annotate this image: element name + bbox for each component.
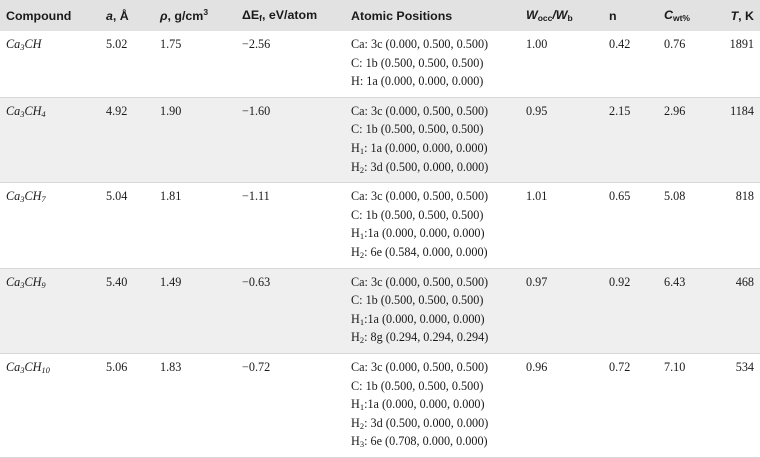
density-cell: 1.83	[160, 359, 182, 374]
table-row	[0, 183, 760, 268]
temperature-cell: 1184	[714, 97, 760, 182]
density-cell: 1.90	[154, 97, 236, 182]
formation-energy-cell: −1.11	[242, 189, 270, 204]
atomic-positions-cell	[345, 353, 520, 457]
temperature-cell: 468	[714, 268, 760, 353]
temperature-cell: 818	[735, 189, 754, 204]
w-ratio-cell: 0.97	[520, 268, 603, 353]
c-wt-cell: 5.08	[664, 189, 686, 204]
formation-energy-cell: −2.56	[242, 37, 271, 51]
header-n: n	[609, 8, 617, 23]
atomic-positions-cell	[345, 268, 520, 353]
header-lattice: a, Å	[106, 8, 129, 23]
atomic-position-line: $H_2$: 3d (0.500, 0.000, 0.000)	[351, 159, 489, 175]
header-c-wt: $C_{wt\%}$	[664, 8, 690, 23]
atomic-position-line: Ca: 3c (0.000, 0.500, 0.500)	[351, 189, 489, 204]
atomic-position-line: Ca: 3c (0.000, 0.500, 0.500)	[351, 103, 489, 118]
atomic-position-line: C: 1b (0.500, 0.500, 0.500)	[351, 207, 484, 222]
atomic-position-line: C: 1b (0.500, 0.500, 0.500)	[351, 293, 484, 308]
compound-cell: $Ca_3CH_9$	[0, 268, 100, 353]
atomic-position-line: Ca: 3c (0.000, 0.500, 0.500)	[351, 359, 489, 374]
lattice-cell: 5.04	[106, 189, 128, 204]
c-wt-cell: 6.43	[658, 268, 714, 353]
lattice-cell: 5.06	[106, 359, 128, 374]
temperature-cell: 534	[735, 359, 754, 374]
atomic-position-line: $H_1:1a$ (0.000, 0.000, 0.000)	[351, 226, 485, 242]
density-cell: 1.49	[154, 268, 236, 353]
temperature-cell: 1891	[729, 37, 754, 51]
atomic-position-line: $H_1$: 1a (0.000, 0.000, 0.000)	[351, 140, 488, 156]
density-cell: 1.81	[160, 189, 182, 204]
table-row	[0, 97, 760, 182]
atomic-position-line: $H_3$: 6e (0.708, 0.000, 0.000)	[351, 434, 488, 450]
table-row	[0, 31, 760, 97]
atomic-position-line: C: 1b (0.500, 0.500, 0.500)	[351, 55, 484, 70]
table-row	[0, 268, 760, 353]
w-ratio-cell: 1.01	[526, 189, 548, 204]
header-temperature: T, K	[730, 8, 754, 23]
header-w-ratio: $W_{occ}/W_b$	[526, 8, 573, 23]
lattice-cell: 5.02	[106, 37, 128, 51]
n-cell: 0.65	[609, 189, 631, 204]
header-atomic-positions: Atomic Positions	[351, 8, 453, 23]
table-body	[0, 31, 760, 457]
atomic-positions-cell	[345, 31, 520, 97]
compound-cell: $Ca_3CH$	[6, 37, 42, 52]
n-cell: 0.42	[609, 37, 631, 51]
atomic-position-line: C: 1b (0.500, 0.500, 0.500)	[351, 122, 484, 137]
formation-energy-cell: −0.72	[242, 359, 271, 374]
atomic-position-line: Ca: 3c (0.000, 0.500, 0.500)	[351, 274, 489, 289]
table-header-row	[0, 0, 760, 31]
header-compound: Compound	[6, 8, 72, 23]
atomic-position-line: $H_1:1a$ (0.000, 0.000, 0.000)	[351, 397, 485, 413]
n-cell: 2.15	[603, 97, 658, 182]
formation-energy-cell: −1.60	[236, 97, 345, 182]
header-formation-energy: $\Delta E_f$, eV/atom	[242, 8, 318, 23]
formation-energy-cell: −0.63	[236, 268, 345, 353]
n-cell: 0.92	[603, 268, 658, 353]
atomic-position-line: C: 1b (0.500, 0.500, 0.500)	[351, 378, 484, 393]
atomic-position-line: H: 1a (0.000, 0.000, 0.000)	[351, 74, 484, 89]
w-ratio-cell: 1.00	[526, 37, 548, 51]
compound-cell: $Ca_3CH_{10}$	[6, 359, 50, 375]
n-cell: 0.72	[609, 359, 631, 374]
atomic-positions-cell	[345, 97, 520, 182]
atomic-position-line: Ca: 3c (0.000, 0.500, 0.500)	[351, 37, 489, 51]
compound-cell: $Ca_3CH_4$	[0, 97, 100, 182]
c-wt-cell: 7.10	[664, 359, 686, 374]
atomic-position-line: $H_1:1a$ (0.000, 0.000, 0.000)	[351, 311, 485, 327]
atomic-position-line: $H_2$: 3d (0.500, 0.000, 0.000)	[351, 415, 489, 431]
c-wt-cell: 0.76	[664, 37, 686, 51]
density-cell: 1.75	[160, 37, 182, 51]
lattice-cell: 5.40	[100, 268, 154, 353]
table-row	[0, 353, 760, 457]
header-density: ρ, $g/cm^3$	[160, 6, 209, 23]
atomic-positions-cell	[345, 183, 520, 268]
w-ratio-cell: 0.95	[520, 97, 603, 182]
atomic-position-line: $H_2$: 8g (0.294, 0.294, 0.294)	[351, 330, 489, 346]
c-wt-cell: 2.96	[658, 97, 714, 182]
atomic-position-line: $H_2$: 6e (0.584, 0.000, 0.000)	[351, 244, 488, 260]
compound-cell: $Ca_3CH_7$	[6, 189, 46, 205]
w-ratio-cell: 0.96	[526, 359, 548, 374]
lattice-cell: 4.92	[100, 97, 154, 182]
